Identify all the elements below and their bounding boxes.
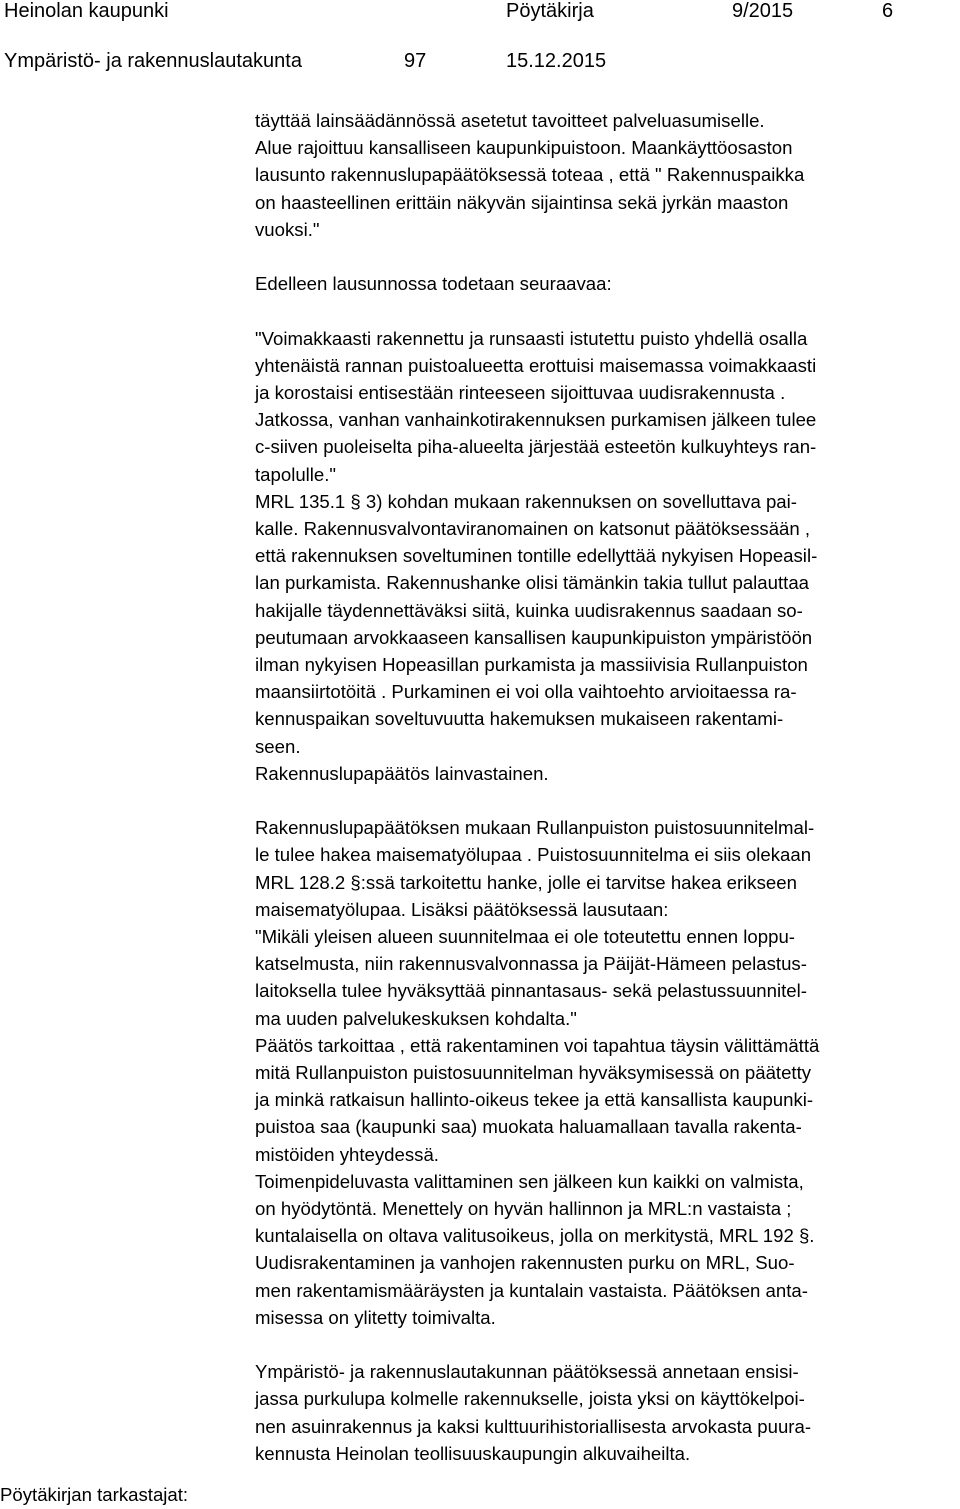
text-line: misessa on ylitetty toimivalta. [255, 1306, 496, 1328]
text-line: peutumaan arvokkaaseen kansallisen kaupunkipuiston ympäristöön [255, 626, 813, 648]
text-line: että rakennuksen soveltuminen tontille edellyttää nykyisen Hopeasil- [255, 545, 818, 567]
paragraph [255, 1358, 957, 1467]
text-line: lausunto rakennuslupapäätöksessä toteaa , että " Rakennuspaikka [255, 164, 805, 186]
text-line: men rakentamismääräysten ja kuntalain vastaista. Päätöksen anta- [255, 1279, 808, 1301]
text-line: mistöiden yhteydessä. [255, 1143, 439, 1165]
text-line: "Mikäli yleisen alueen suunnitelmaa ei ole toteutettu ennen loppu- [255, 926, 795, 948]
text-line: täyttää lainsäädännössä asetetut tavoitteet palveluasumiselle. [255, 110, 765, 131]
text-line: lan purkamista. Rakennushanke olisi tämänkin takia tullut palauttaa [255, 572, 809, 594]
text-line: Rakennuslupapäätöksen mukaan Rullanpuiston puistosuunnitelmal- [255, 817, 815, 839]
paragraph [255, 107, 957, 243]
text-line: kennuspaikan soveltuvuutta hakemuksen mukaiseen rakentami- [255, 708, 784, 730]
text-line: kennusta Heinolan teollisuuskaupungin alkuvaiheilta. [255, 1442, 691, 1464]
text-line: katselmusta, niin rakennusvalvonnassa ja Päijät-Hämeen pelastus- [255, 953, 807, 975]
text-line: laitoksella tulee hyväksyttää pinnantasaus- sekä pelastussuunnitel- [255, 980, 807, 1002]
text-line: c-siiven puoleiselta piha-alueelta järjestää esteetön kulkuyhteys ran- [255, 436, 817, 458]
text-line: mitä Rullanpuiston puistosuunnitelman hyväksymisessä on päätetty [255, 1062, 812, 1084]
text-line: MRL 128.2 §:ssä tarkoitettu hanke, jolle ei tarvitse hakea erikseen [255, 871, 797, 893]
paragraph [255, 270, 957, 297]
text-line: hakijalle täydennettäväksi siitä, kuinka uudisrakennus saadaan so- [255, 599, 803, 621]
paragraph-gap [255, 297, 957, 324]
header-page-number: 6 [882, 0, 894, 22]
header-section: 97 [404, 50, 427, 72]
paragraph [255, 814, 957, 1331]
text-line: le tulee hakea maisematyölupaa . Puistosuunnitelma ei siis olekaan [255, 844, 812, 866]
text-line: jassa purkulupa kolmelle rakennukselle, joista yksi on käyttökelpoi- [255, 1388, 805, 1410]
paragraph-gap [255, 243, 957, 270]
header-doc-type: Pöytäkirja [506, 0, 594, 22]
text-line: tapolulle." [255, 463, 337, 485]
text-line: Ympäristö- ja rakennuslautakunnan päätöksessä annetaan ensisi- [255, 1361, 799, 1383]
text-line: Uudisrakentaminen ja vanhojen rakennusten purku on MRL, Suo- [255, 1252, 795, 1274]
text-line: puistoa saa (kaupunki saa) muokata haluamallaan tavalla rakenta- [255, 1116, 802, 1138]
text-line: ja korostaisi entisestään rinteeseen sijoittuvaa uudisrakennusta . [255, 382, 786, 403]
text-line: Toimenpideluvasta valittaminen sen jälkeen kun kaikki on valmista, [255, 1170, 804, 1192]
text-line: on hyödytöntä. Menettely on hyvän hallinnon ja MRL:n vastaista ; [255, 1198, 792, 1220]
body-text [255, 107, 957, 1467]
text-line: Rakennuslupapäätös lainvastainen. [255, 762, 549, 784]
header-committee: Ympäristö- ja rakennuslautakunta [4, 50, 302, 72]
text-line: ma uuden palvelukeskuksen kohdalta." [255, 1007, 577, 1029]
reviewers-label: Pöytäkirjan tarkastajat: [0, 1484, 189, 1505]
paragraph [255, 325, 957, 787]
text-line: Jatkossa, vanhan vanhainkotirakennuksen purkamisen jälkeen tulee [255, 409, 817, 431]
text-line: "Voimakkaasti rakennettu ja runsaasti istutettu puisto yhdellä osalla [255, 327, 808, 349]
header-date: 15.12.2015 [506, 50, 607, 72]
text-line: ilman nykyisen Hopeasillan purkamista ja massiivisia Rullanpuiston [255, 654, 808, 676]
paragraph-gap [255, 787, 957, 814]
text-line: kuntalaisella on oltava valitusoikeus, jolla on merkitystä, MRL 192 §. [255, 1225, 815, 1247]
text-line: nen asuinrakennus ja kaksi kulttuurihistoriallisesta arvokasta puura- [255, 1415, 812, 1437]
header-doc-number: 9/2015 [732, 0, 794, 22]
text-line: MRL 135.1 § 3) kohdan mukaan rakennuksen on sovelluttava pai- [255, 490, 797, 512]
header-municipality: Heinolan kaupunki [4, 0, 169, 22]
text-line: Alue rajoittuu kansalliseen kaupunkipuistoon. Maankäyttöosaston [255, 137, 793, 159]
text-line: ja minkä ratkaisun hallinto-oikeus tekee ja että kansallista kaupunki- [255, 1089, 814, 1111]
text-line: Päätös tarkoittaa , että rakentaminen voi tapahtua täysin välittämättä [255, 1034, 820, 1056]
text-line: vuoksi." [255, 218, 320, 240]
text-line: yhtenäistä rannan puistoalueetta erottuisi maisemassa voimakkaasti [255, 354, 817, 376]
text-line: on haasteellinen erittäin näkyvän sijaintinsa sekä jyrkän maaston [255, 191, 789, 213]
text-line: seen. [255, 735, 301, 757]
text-line: Edelleen lausunnossa todetaan seuraavaa: [255, 273, 612, 295]
text-line: kalle. Rakennusvalvontaviranomainen on katsonut päätöksessään , [255, 518, 811, 540]
text-line: maisematyölupaa. Lisäksi päätöksessä lausutaan: [255, 898, 669, 920]
paragraph-gap [255, 1331, 957, 1358]
text-line: maansiirtotöitä . Purkaminen ei voi olla vaihtoehto arvioitaessa ra- [255, 681, 797, 703]
